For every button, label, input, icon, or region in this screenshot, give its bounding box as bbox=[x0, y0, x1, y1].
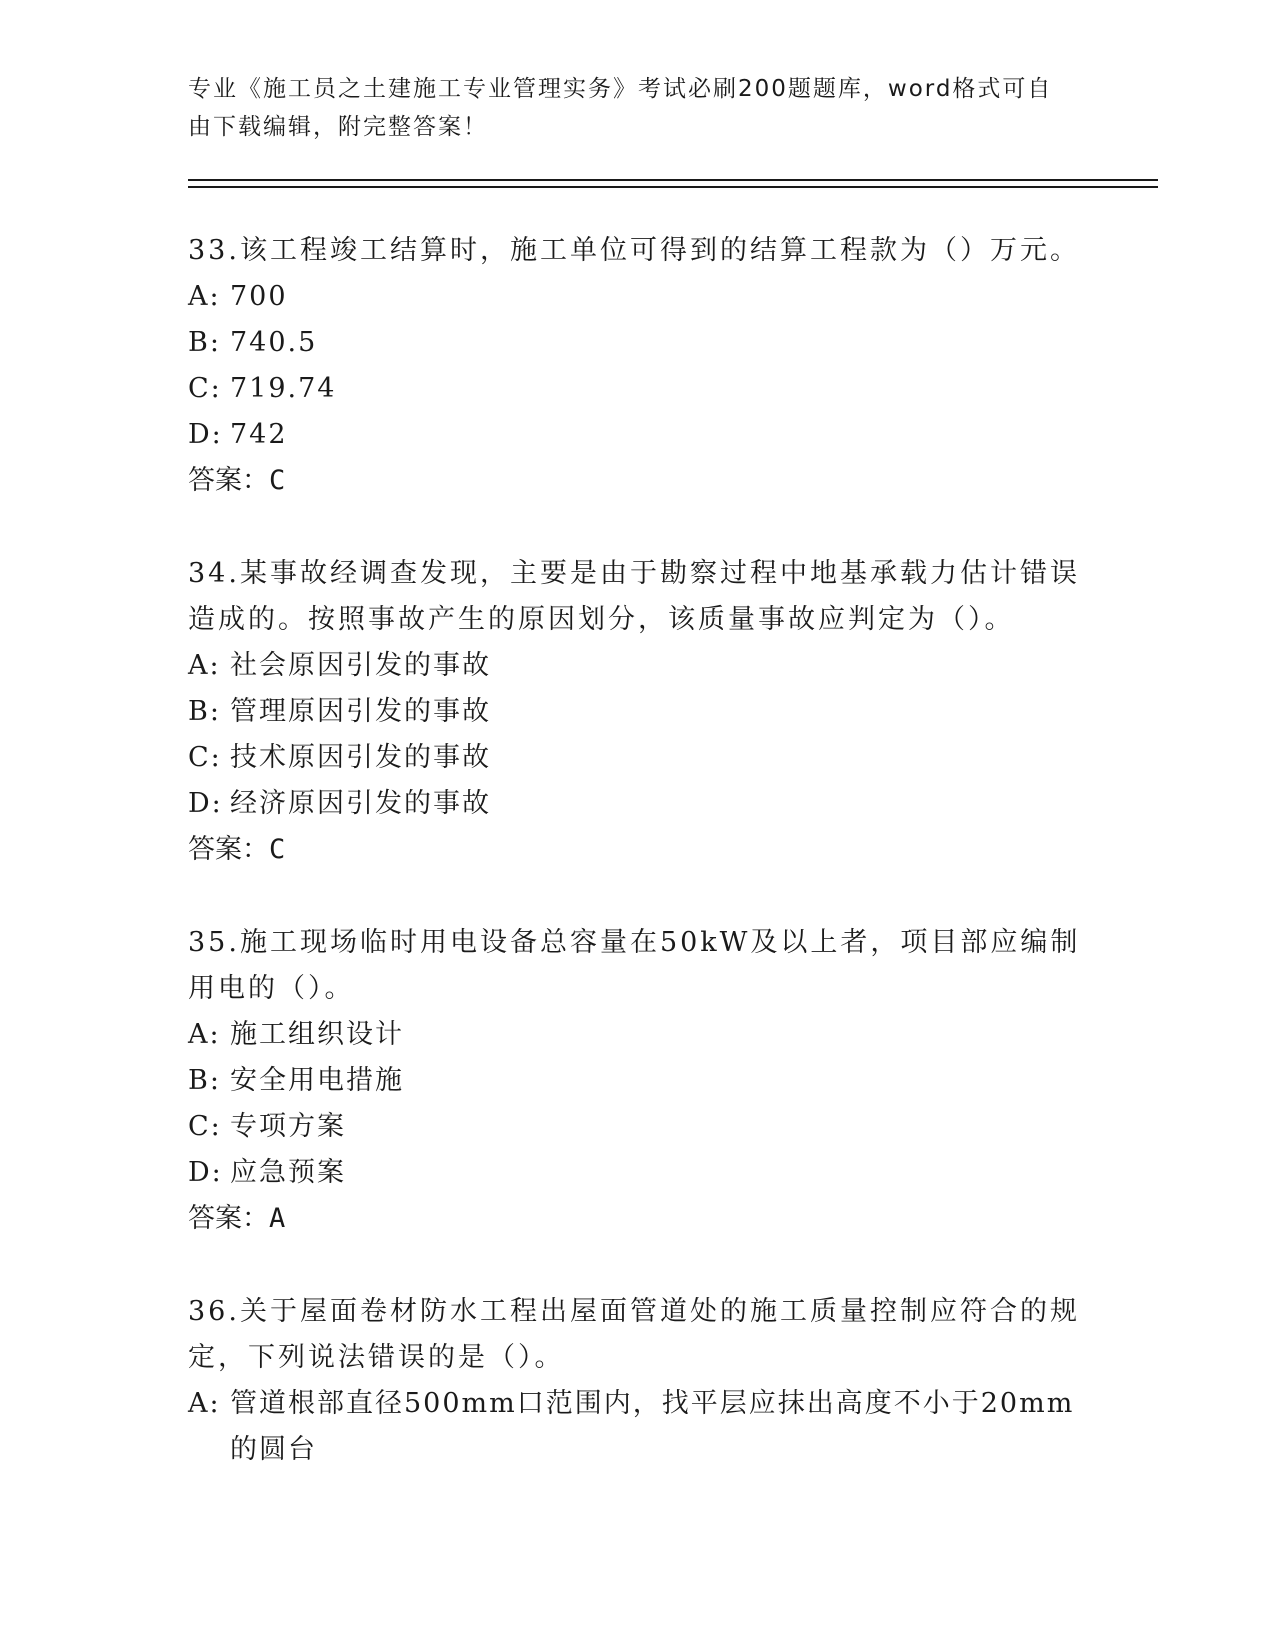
option-key: C: bbox=[188, 1111, 222, 1142]
option-key: B: bbox=[188, 696, 221, 727]
question-list bbox=[188, 228, 1088, 1520]
question-33 bbox=[188, 228, 1088, 504]
answer-line bbox=[188, 1196, 1088, 1242]
option-text: 管理原因引发的事故 bbox=[230, 696, 491, 727]
answer-label: 答案： bbox=[188, 834, 269, 865]
option-text: 719.74 bbox=[230, 373, 337, 404]
question-text: 33.该工程竣工结算时，施工单位可得到的结算工程款为（）万元。 bbox=[188, 235, 1080, 266]
option-text: 经济原因引发的事故 bbox=[230, 788, 491, 819]
option-d bbox=[188, 781, 1088, 827]
answer-label: 答案： bbox=[188, 1203, 269, 1234]
answer-value: C bbox=[269, 465, 286, 496]
option-b bbox=[188, 320, 1088, 366]
option-key: D: bbox=[188, 419, 223, 450]
option-key: A: bbox=[188, 1019, 221, 1050]
question-text: 36.关于屋面卷材防水工程出屋面管道处的施工质量控制应符合的规定，下列说法错误的是（）。 bbox=[188, 1296, 1080, 1373]
answer-label: 答案： bbox=[188, 465, 269, 496]
option-key: C: bbox=[188, 742, 222, 773]
question-text: 35.施工现场临时用电设备总容量在50kW及以上者，项目部应编制用电的（）。 bbox=[188, 927, 1081, 1004]
option-text: 应急预案 bbox=[230, 1157, 346, 1188]
option-d bbox=[188, 412, 1088, 458]
option-a bbox=[188, 274, 1088, 320]
option-a bbox=[188, 1381, 1088, 1473]
option-d bbox=[188, 1150, 1088, 1196]
option-text: 施工组织设计 bbox=[230, 1019, 404, 1050]
header-divider-bottom bbox=[188, 186, 1158, 188]
question-35 bbox=[188, 920, 1088, 1242]
option-key: C: bbox=[188, 373, 222, 404]
option-key: B: bbox=[188, 1065, 221, 1096]
option-text: 专项方案 bbox=[230, 1111, 346, 1142]
option-key: A: bbox=[188, 650, 221, 681]
option-text: 技术原因引发的事故 bbox=[230, 742, 491, 773]
answer-line bbox=[188, 458, 1088, 504]
option-text: 社会原因引发的事故 bbox=[230, 650, 491, 681]
option-key: D: bbox=[188, 788, 223, 819]
option-text: 安全用电措施 bbox=[230, 1065, 404, 1096]
option-text: 管道根部直径500mm口范围内，找平层应抹出高度不小于20mm的圆台 bbox=[230, 1388, 1075, 1465]
option-key: D: bbox=[188, 1157, 223, 1188]
question-34 bbox=[188, 551, 1088, 873]
option-key: B: bbox=[188, 327, 221, 358]
option-b bbox=[188, 1058, 1088, 1104]
option-c bbox=[188, 1104, 1088, 1150]
option-text: 742 bbox=[230, 419, 288, 450]
option-a bbox=[188, 643, 1088, 689]
option-a bbox=[188, 1012, 1088, 1058]
option-text: 740.5 bbox=[230, 327, 318, 358]
option-key: A: bbox=[188, 1388, 221, 1419]
option-c bbox=[188, 366, 1088, 412]
answer-line bbox=[188, 827, 1088, 873]
option-c bbox=[188, 735, 1088, 781]
answer-value: C bbox=[269, 834, 286, 865]
question-text: 34.某事故经调查发现，主要是由于勘察过程中地基承载力估计错误造成的。按照事故产生的原因划分，该质量事故应判定为（）。 bbox=[188, 558, 1080, 635]
option-text: 700 bbox=[230, 281, 288, 312]
document-header: 专业《施工员之土建施工专业管理实务》考试必刷200题题库，word格式可自由下载编辑，附完整答案！ bbox=[188, 76, 1053, 140]
option-key: A: bbox=[188, 281, 221, 312]
header-divider-top bbox=[188, 179, 1158, 181]
question-36 bbox=[188, 1289, 1088, 1473]
option-b bbox=[188, 689, 1088, 735]
answer-value: A bbox=[269, 1203, 286, 1234]
